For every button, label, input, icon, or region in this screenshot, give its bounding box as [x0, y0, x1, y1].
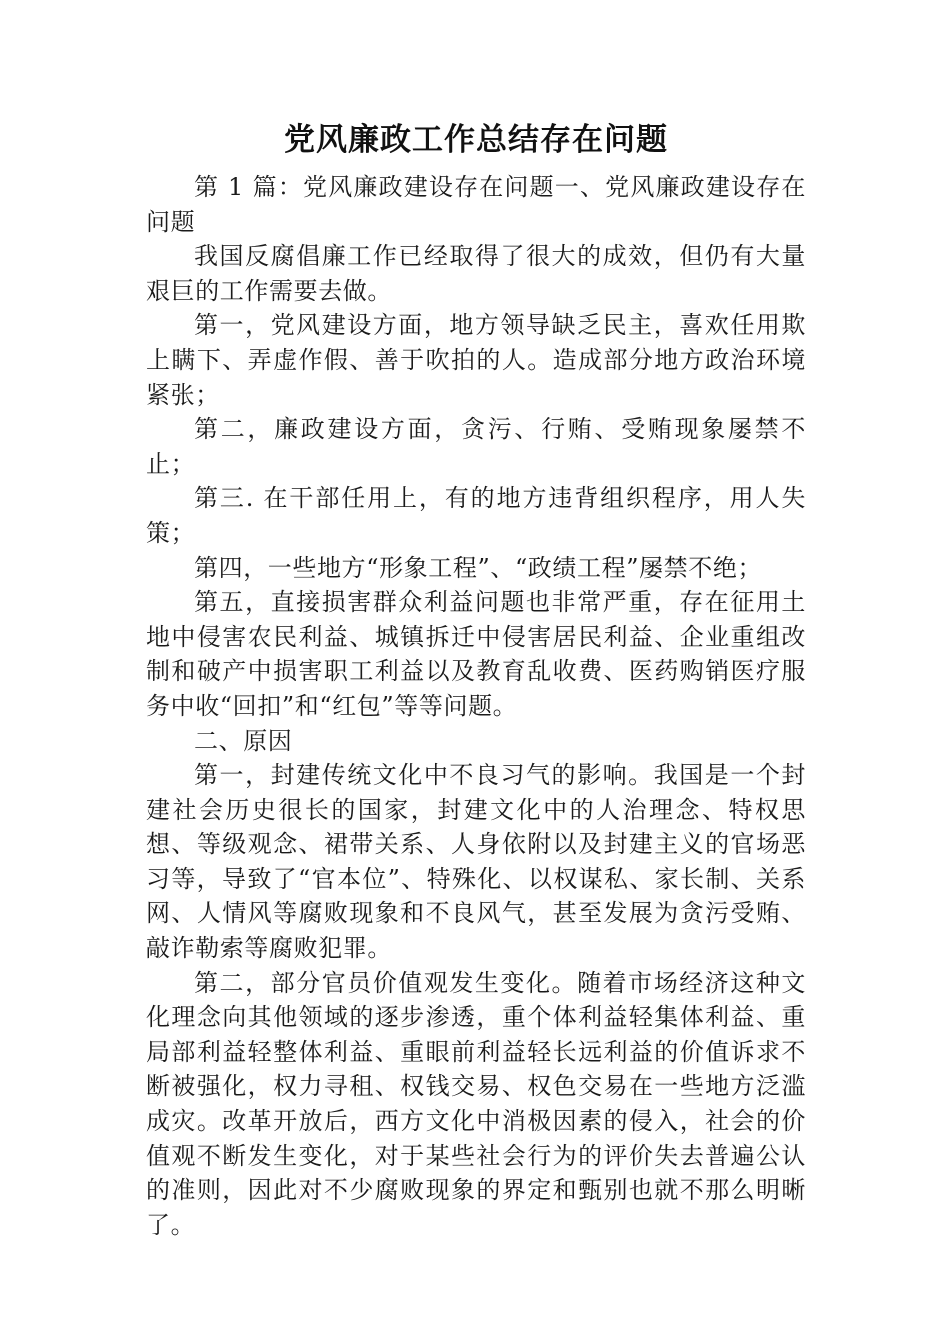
document-title: 党风廉政工作总结存在问题: [284, 122, 668, 158]
paragraph: 第二，部分官员价值观发生变化。随着市场经济这种文化理念向其他领域的逐步渗透，重个体利益轻集体利益、重局部利益轻整体利益、重眼前利益轻长远利益的价值诉求不断被强化，权力寻租、权钱交易、权色交易在一些地方泛滥成灾。改革开放后，西方文化中消极因素的侵入，社会的价值观不断发生变化，对于某些社会行为的评价失去普遍公认的准则，因此对不少腐败现象的界定和甄别也就不那么明晰了。: [146, 968, 806, 1239]
document-page: [146, 116, 806, 1242]
paragraph: 第四，一些地方“形象工程”、“政绩工程”屡禁不绝；: [194, 553, 763, 582]
paragraph: 第二，廉政建设方面，贪污、行贿、受贿现象屡禁不止；: [146, 415, 806, 478]
paragraph: 第一，党风建设方面，地方领导缺乏民主，喜欢任用欺上瞒下、弄虚作假、善于吹拍的人。造成部分地方政治环境紧张；: [146, 311, 806, 409]
paragraph: 第五，直接损害群众利益问题也非常严重，存在征用土地中侵害农民利益、城镇拆迁中侵害居民利益、企业重组改制和破产中损害职工利益以及教育乱收费、医药购销医疗服务中收“回扣”和“红包”等等问题。: [146, 588, 806, 720]
paragraph: 第一，封建传统文化中不良习气的影响。我国是一个封建社会历史很长的国家，封建文化中的人治理念、特权思想、等级观念、裙带关系、人身依附以及封建主义的官场恶习等，导致了“官本位”、特殊化、以权谋私、家长制、关系网、人情风等腐败现象和不良风气，甚至发展为贪污受贿、敲诈勒索等腐败犯罪。: [146, 761, 806, 963]
paragraph: 第三. 在干部任用上，有的地方违背组织程序，用人失策；: [146, 484, 806, 547]
section-heading: 二、原因: [194, 726, 293, 755]
paragraph: 第 1 篇：党风廉政建设存在问题一、党风廉政建设存在问题: [146, 173, 806, 236]
paragraph: 我国反腐倡廉工作已经取得了很大的成效，但仍有大量艰巨的工作需要去做。: [146, 242, 806, 305]
